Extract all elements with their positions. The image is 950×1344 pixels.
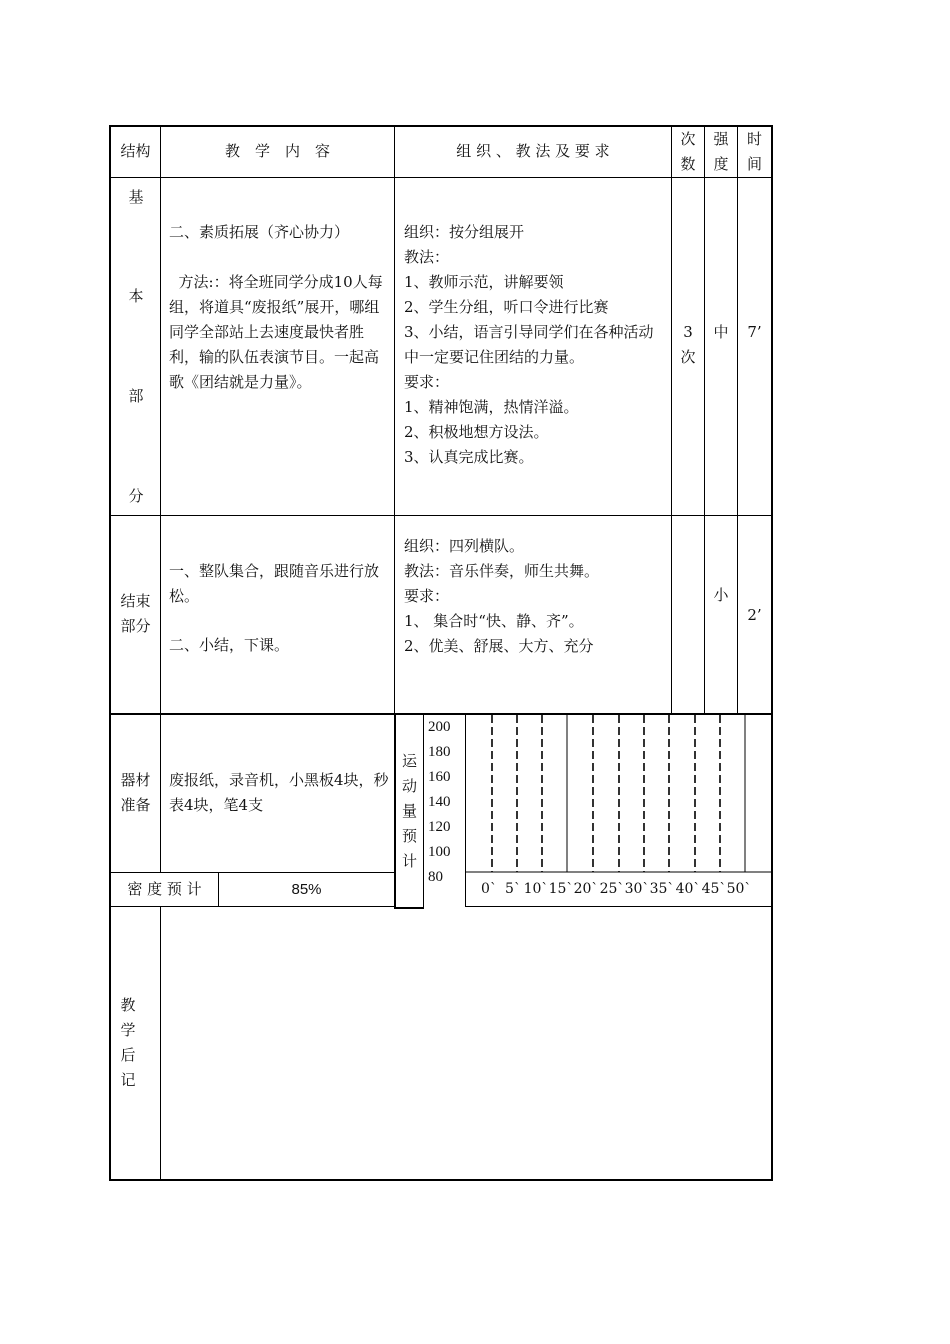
load-label-char: 量 [401, 802, 417, 820]
basic-label-char: 本 [128, 287, 144, 305]
header-content: 教 学 内 容 [224, 142, 330, 160]
x-tick-label: 30` [624, 881, 650, 897]
ending-label-2: 部分 [120, 617, 151, 635]
table-border-right [771, 125, 773, 1181]
reflection-label-char: 后 [120, 1046, 136, 1064]
x-tick-label: 5` [505, 881, 521, 897]
basic-method: 组织：按分组展开 教法： 1、教师示范，讲解要领 2、学生分组，听口令进行比赛 3、小结，语言引导同学们在各种活动中一定要记住团结的力量。 要求： 1、精神饱满，热情洋溢。 2、积极地想方设法。 3、认真完成比赛。 [404, 223, 654, 466]
ending-content-1: 一、整队集合，跟随音乐进行放松。 [169, 562, 380, 605]
x-tick-label: 35` [649, 881, 675, 897]
col-divider [671, 125, 672, 715]
density-value: 85% [291, 881, 322, 898]
equipment-label-1: 器材 [120, 771, 151, 789]
col-divider [423, 713, 424, 909]
col-divider [394, 125, 395, 715]
row-divider [109, 515, 773, 516]
header-times-1: 次 [680, 130, 696, 148]
ending-method: 组织：四列横队。 教法：音乐伴奏，师生共舞。 要求： 1、 集合时“快、静、齐”。 2、优美、舒展、大方、充分 [404, 537, 600, 655]
x-tick-label: 15` [548, 881, 574, 897]
header-times-2: 数 [680, 155, 696, 173]
y-tick-label: 100 [428, 844, 451, 860]
basic-times-2: 次 [680, 348, 696, 366]
col-divider [704, 125, 705, 715]
ending-duration: 2’ [747, 606, 762, 624]
ending-intensity: 小 [713, 586, 729, 604]
load-label-char: 动 [401, 777, 417, 795]
ending-label-1: 结束 [120, 592, 151, 610]
header-duration-1: 时 [746, 130, 762, 148]
load-label-char: 运 [401, 752, 417, 770]
basic-label-char: 分 [128, 487, 144, 505]
y-tick-label: 140 [428, 794, 451, 810]
x-tick-label: 25` [599, 881, 625, 897]
x-tick-label: 50` [726, 881, 752, 897]
basic-intensity: 中 [713, 323, 729, 341]
equipment-label-2: 准备 [120, 796, 151, 814]
basic-duration: 7’ [747, 323, 762, 341]
basic-label-char: 基 [128, 188, 144, 206]
header-duration-2: 间 [746, 155, 762, 173]
header-intensity-2: 度 [713, 155, 729, 173]
basic-content: 二、素质拓展（齐心协力） 方法:：将全班同学分成10人每组，将道具“废报纸”展开，哪组同学全部站上去速度最快者胜利，输的队伍表演节目。一起高歌《团结就是力量》。 [169, 223, 383, 391]
x-tick-label: 0` [481, 881, 497, 897]
header-method: 组 织 、 教 法 及 要 求 [456, 142, 610, 160]
y-tick-label: 180 [428, 744, 451, 760]
reflection-notes-area[interactable] [162, 908, 770, 1178]
reflection-label-char: 学 [120, 1021, 136, 1039]
table-border-bottom [109, 1179, 773, 1181]
basic-label-char: 部 [128, 387, 144, 405]
x-tick-label: 20` [573, 881, 599, 897]
load-label-char: 计 [401, 852, 417, 870]
density-label: 密 度 预 计 [127, 880, 202, 898]
y-tick-label: 120 [428, 819, 451, 835]
load-label-char: 预 [401, 827, 417, 845]
y-tick-label: 160 [428, 769, 451, 785]
reflection-label-char: 记 [120, 1071, 136, 1089]
x-tick-label: 10` [523, 881, 549, 897]
y-tick-label: 80 [428, 869, 443, 885]
col-divider [160, 906, 161, 1181]
row-divider [109, 177, 773, 178]
y-tick-label: 200 [428, 719, 451, 735]
equipment-value: 废报纸，录音机，小黑板4块，秒表4块，笔4支 [169, 771, 389, 814]
reflection-label-char: 教 [120, 996, 136, 1014]
basic-times-1: 3 [683, 323, 693, 341]
x-tick-label: 40` [675, 881, 701, 897]
row-divider [109, 906, 395, 907]
ending-content-2: 二、小结，下课。 [169, 636, 290, 654]
load-grid [466, 715, 771, 907]
header-intensity-1: 强 [713, 130, 729, 148]
x-tick-label: 45` [701, 881, 727, 897]
header-structure: 结构 [120, 142, 151, 160]
row-divider [109, 872, 395, 873]
